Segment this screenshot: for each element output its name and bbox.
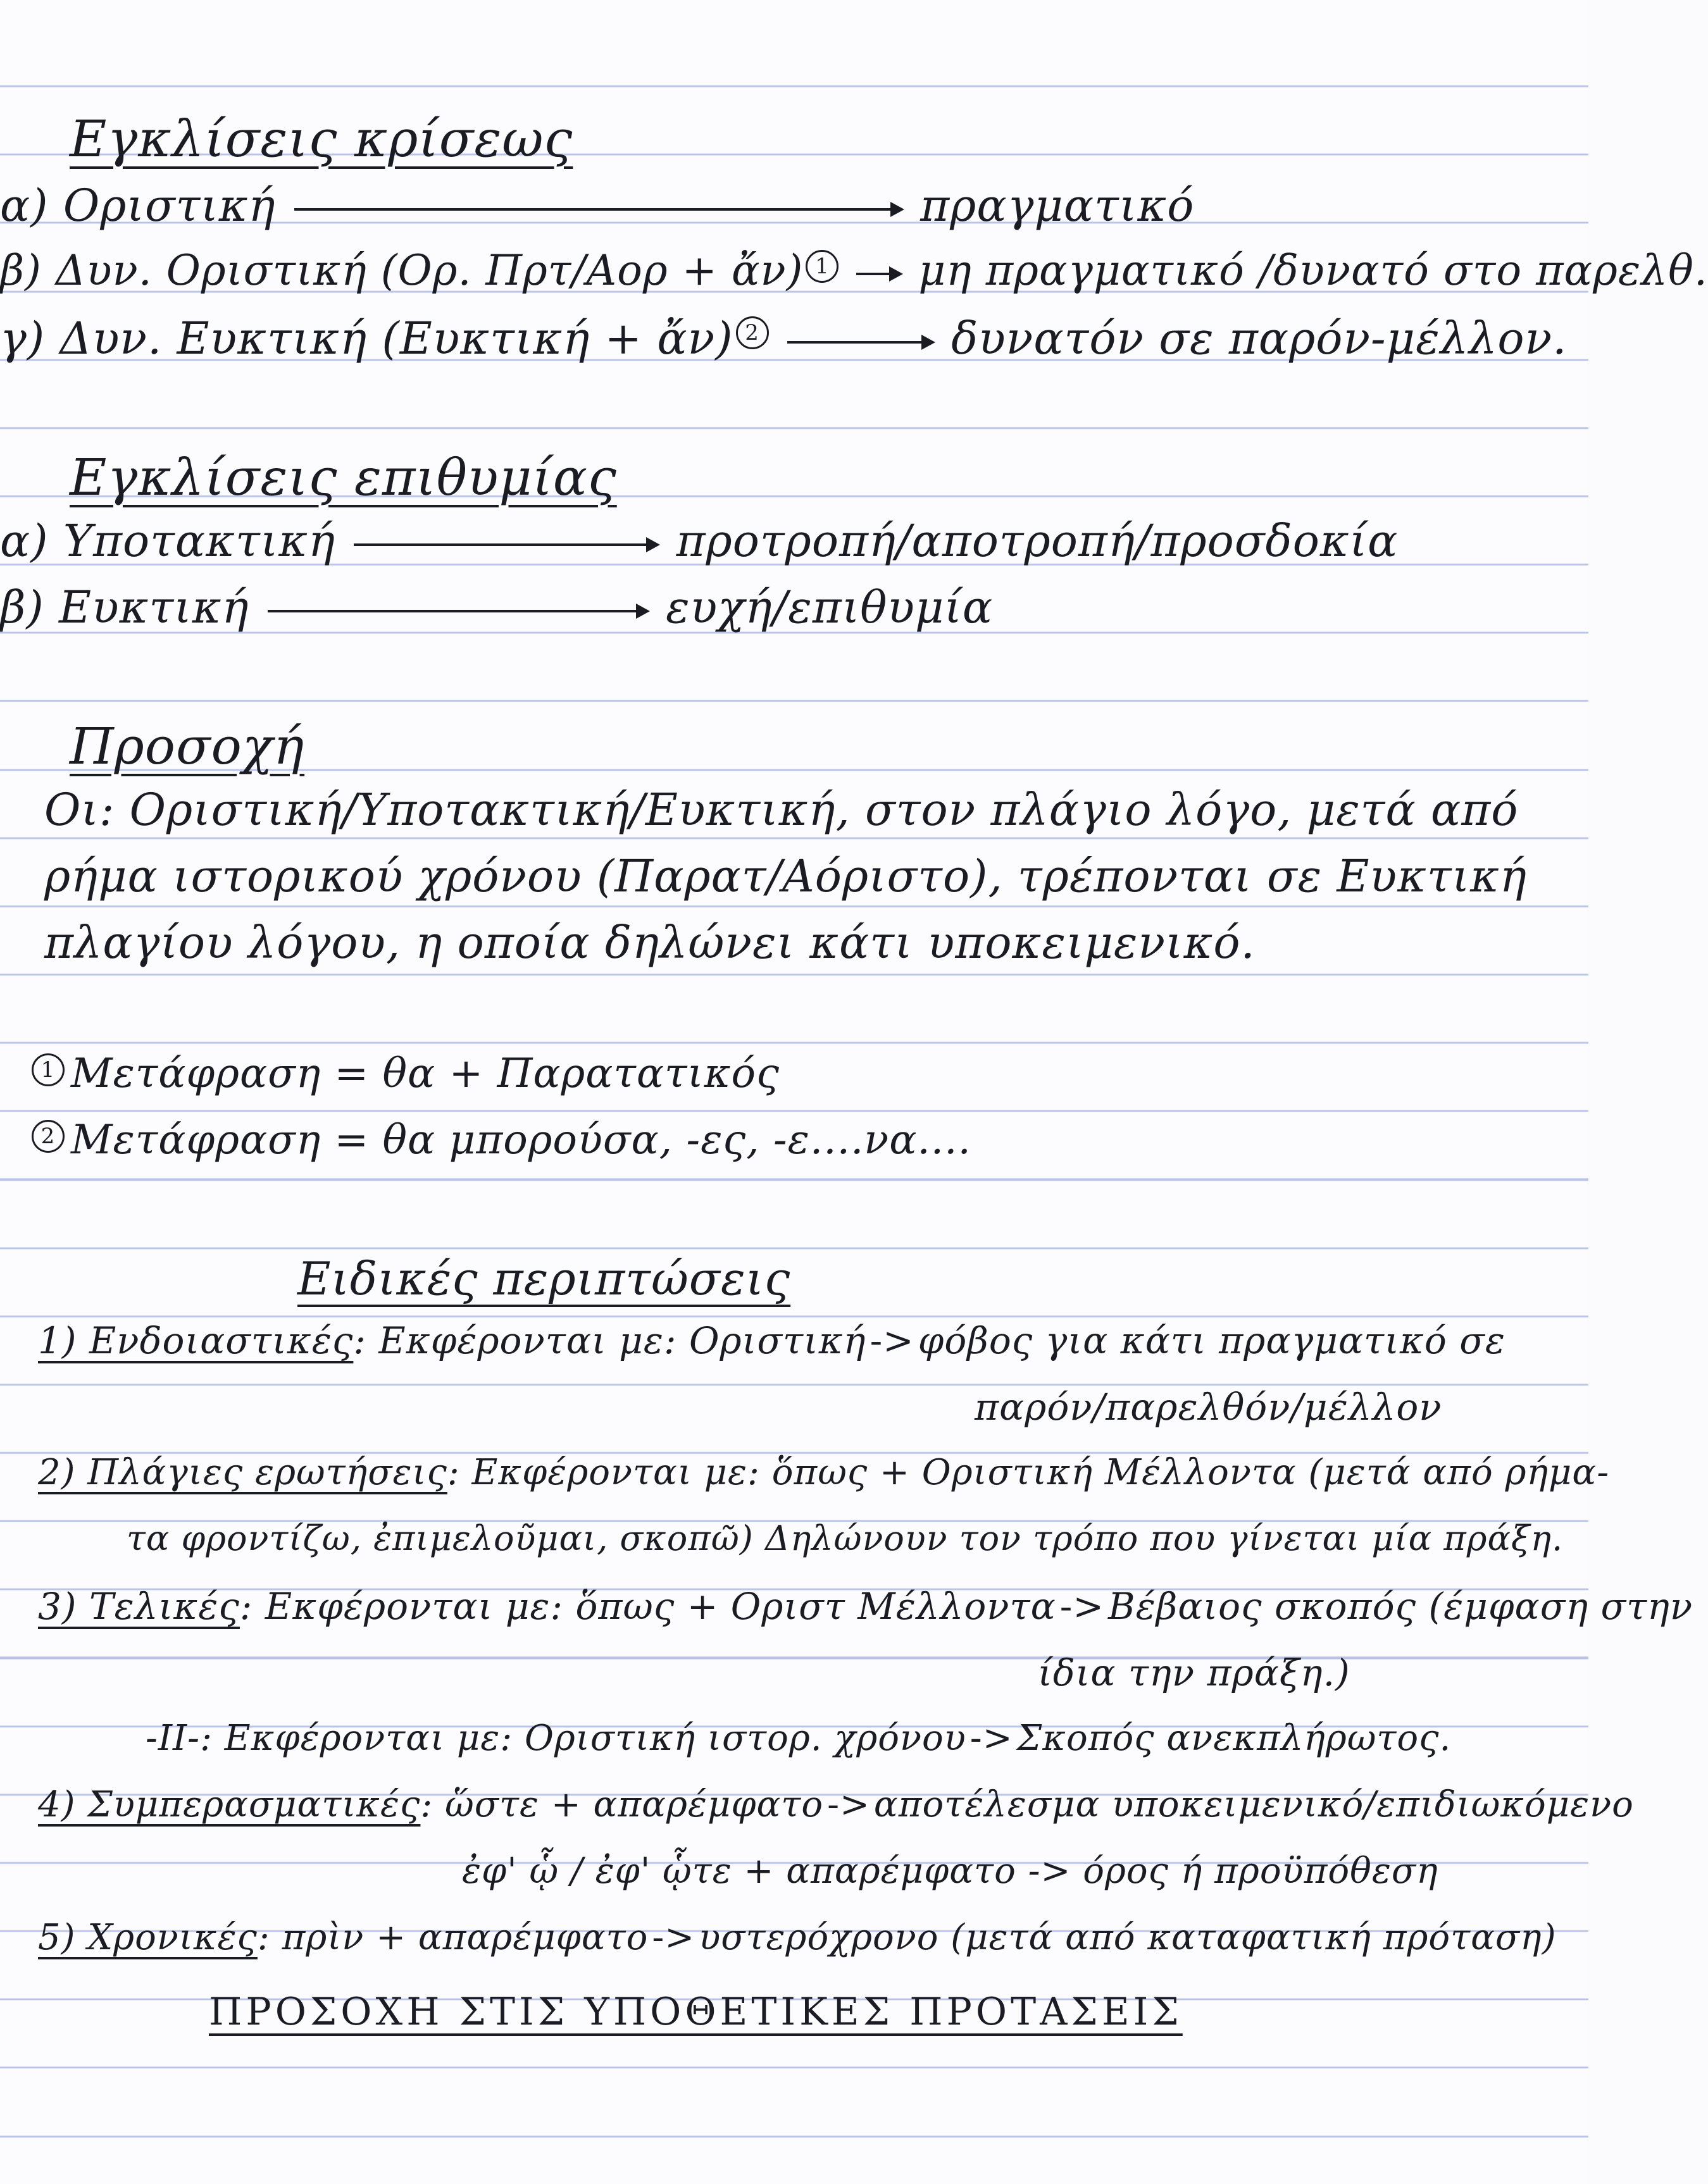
special-item-3: [38, 1585, 1693, 1628]
section2-row-1: [0, 515, 1399, 567]
note-title: Προσοχή: [70, 717, 305, 776]
section2-row-2: [0, 581, 994, 633]
row-left: α) Οριστική: [0, 180, 276, 232]
item-after: φόβος για κάτι πραγματικό σε: [918, 1319, 1505, 1362]
row-left: β) Ευκτική: [0, 581, 249, 633]
section1-row-1: [0, 180, 1195, 232]
arrow-icon: ->: [969, 1718, 1013, 1759]
item-label: 1) Ενδοιαστικές: [38, 1319, 354, 1362]
special-item-1: [38, 1319, 1505, 1362]
arrow-icon: [268, 610, 647, 612]
arrow-icon: [787, 341, 933, 344]
row-right: ευχή/επιθυμία: [666, 581, 994, 633]
item-label: 2) Πλάγιες ερωτήσεις: [38, 1452, 447, 1493]
section2-title: Εγκλίσεις επιθυμίας: [70, 448, 617, 507]
special-title: Ειδικές περιπτώσεις: [297, 1252, 791, 1305]
item-text: : ὥστε + απαρέμφατο: [420, 1784, 824, 1825]
arrow-icon: ->: [652, 1917, 695, 1958]
special-item-2: [38, 1452, 1610, 1493]
footnote-text: Μετάφραση = θα + Παρατατικός: [71, 1050, 780, 1097]
special-item-2-cont: τα φροντίζω, ἐπιμελοῦμαι, σκοπῶ) Δηλώνουν τον τρόπο που γίνεται μία πράξη.: [127, 1518, 1564, 1558]
item-text: : πρὶν + απαρέμφατο: [257, 1917, 649, 1958]
arrow-icon: [354, 543, 658, 546]
section1-row-3: [0, 313, 1568, 364]
footnote-marker-icon: 2: [32, 1120, 65, 1153]
special-item-5: [38, 1917, 1557, 1958]
note-line-2: ρήμα ιστορικού χρόνου (Παρατ/Αόριστο), τρέπονται σε Ευκτική: [44, 850, 1527, 902]
special-item-3-cont: ίδια την πράξη.): [1038, 1651, 1350, 1694]
row-right: μη πραγματικό /δυνατό στο παρελθ.: [918, 246, 1708, 295]
item-label: -II-: [146, 1718, 201, 1759]
footnote-2: [32, 1117, 971, 1163]
special-item-1-cont: παρόν/παρελθόν/μέλλον: [975, 1386, 1442, 1429]
item-text: : Εκφέρονται με: ὅπως + Οριστ Μέλλοντα: [239, 1585, 1056, 1628]
footnote-marker-icon: 1: [806, 250, 838, 283]
footnote-marker-icon: 2: [736, 316, 769, 349]
item-after: Βέβαιος σκοπός (έμφαση στην: [1107, 1585, 1693, 1628]
item-text: : Εκφέρονται με: Οριστική ιστορ. χρόνου: [200, 1718, 966, 1759]
row-left: α) Υποτακτική: [0, 515, 336, 567]
warning-text: ΠΡΟΣΟΧΗ ΣΤΙΣ ΥΠΟΘΕΤΙΚΕΣ ΠΡΟΤΑΣΕΙΣ: [209, 1990, 1183, 2034]
section1-title: Εγκλίσεις κρίσεως: [70, 109, 573, 168]
item-after: αποτέλεσμα υποκειμενικό/επιδιωκόμενο: [873, 1784, 1634, 1825]
arrow-icon: ->: [870, 1319, 914, 1362]
special-item-3b: [146, 1718, 1452, 1759]
item-label: 4) Συμπερασματικές: [38, 1784, 421, 1825]
item-label: 3) Τελικές: [38, 1585, 240, 1628]
special-item-4-cont: ἐφ' ᾧ / ἐφ' ᾧτε + απαρέμφατο -> όρος ή προϋπόθεση: [462, 1851, 1438, 1892]
item-after: υστερόχρονο (μετά από καταφατική πρόταση): [699, 1917, 1557, 1958]
item-text: : Εκφέρονται με: ὅπως + Οριστική Μέλλοντα (μετά από ρήμα-: [447, 1452, 1610, 1493]
item-label: 5) Χρονικές: [38, 1917, 258, 1958]
special-item-4: [38, 1784, 1634, 1825]
row-right: δυνατόν σε παρόν-μέλλον.: [951, 313, 1568, 364]
note-line-1: Οι: Οριστική/Υποτακτική/Ευκτική, στον πλάγιο λόγο, μετά από: [44, 784, 1519, 836]
item-after: Σκοπός ανεκπλήρωτος.: [1016, 1718, 1452, 1759]
footnote-1: [32, 1050, 780, 1097]
arrow-icon: [294, 208, 902, 211]
section1-row-2: [0, 246, 1708, 295]
footnote-marker-icon: 1: [32, 1053, 65, 1086]
row-left: γ) Δυν. Ευκτική (Ευκτική + ἄν): [0, 313, 733, 364]
row-right: προτροπή/αποτροπή/προσδοκία: [676, 515, 1399, 567]
item-text: : Εκφέρονται με: Οριστική: [353, 1319, 866, 1362]
arrow-icon: ->: [827, 1784, 870, 1825]
arrow-icon: ->: [1059, 1585, 1104, 1628]
footnote-text: Μετάφραση = θα μπορούσα, -ες, -ε....να....: [71, 1117, 971, 1163]
row-left: β) Δυν. Οριστική (Ορ. Πρτ/Αορ + ἄν): [0, 246, 804, 295]
note-line-3: πλαγίου λόγου, η οποία δηλώνει κάτι υποκειμενικό.: [44, 917, 1256, 969]
arrow-icon: [856, 273, 901, 275]
row-right: πραγματικό: [920, 180, 1195, 232]
